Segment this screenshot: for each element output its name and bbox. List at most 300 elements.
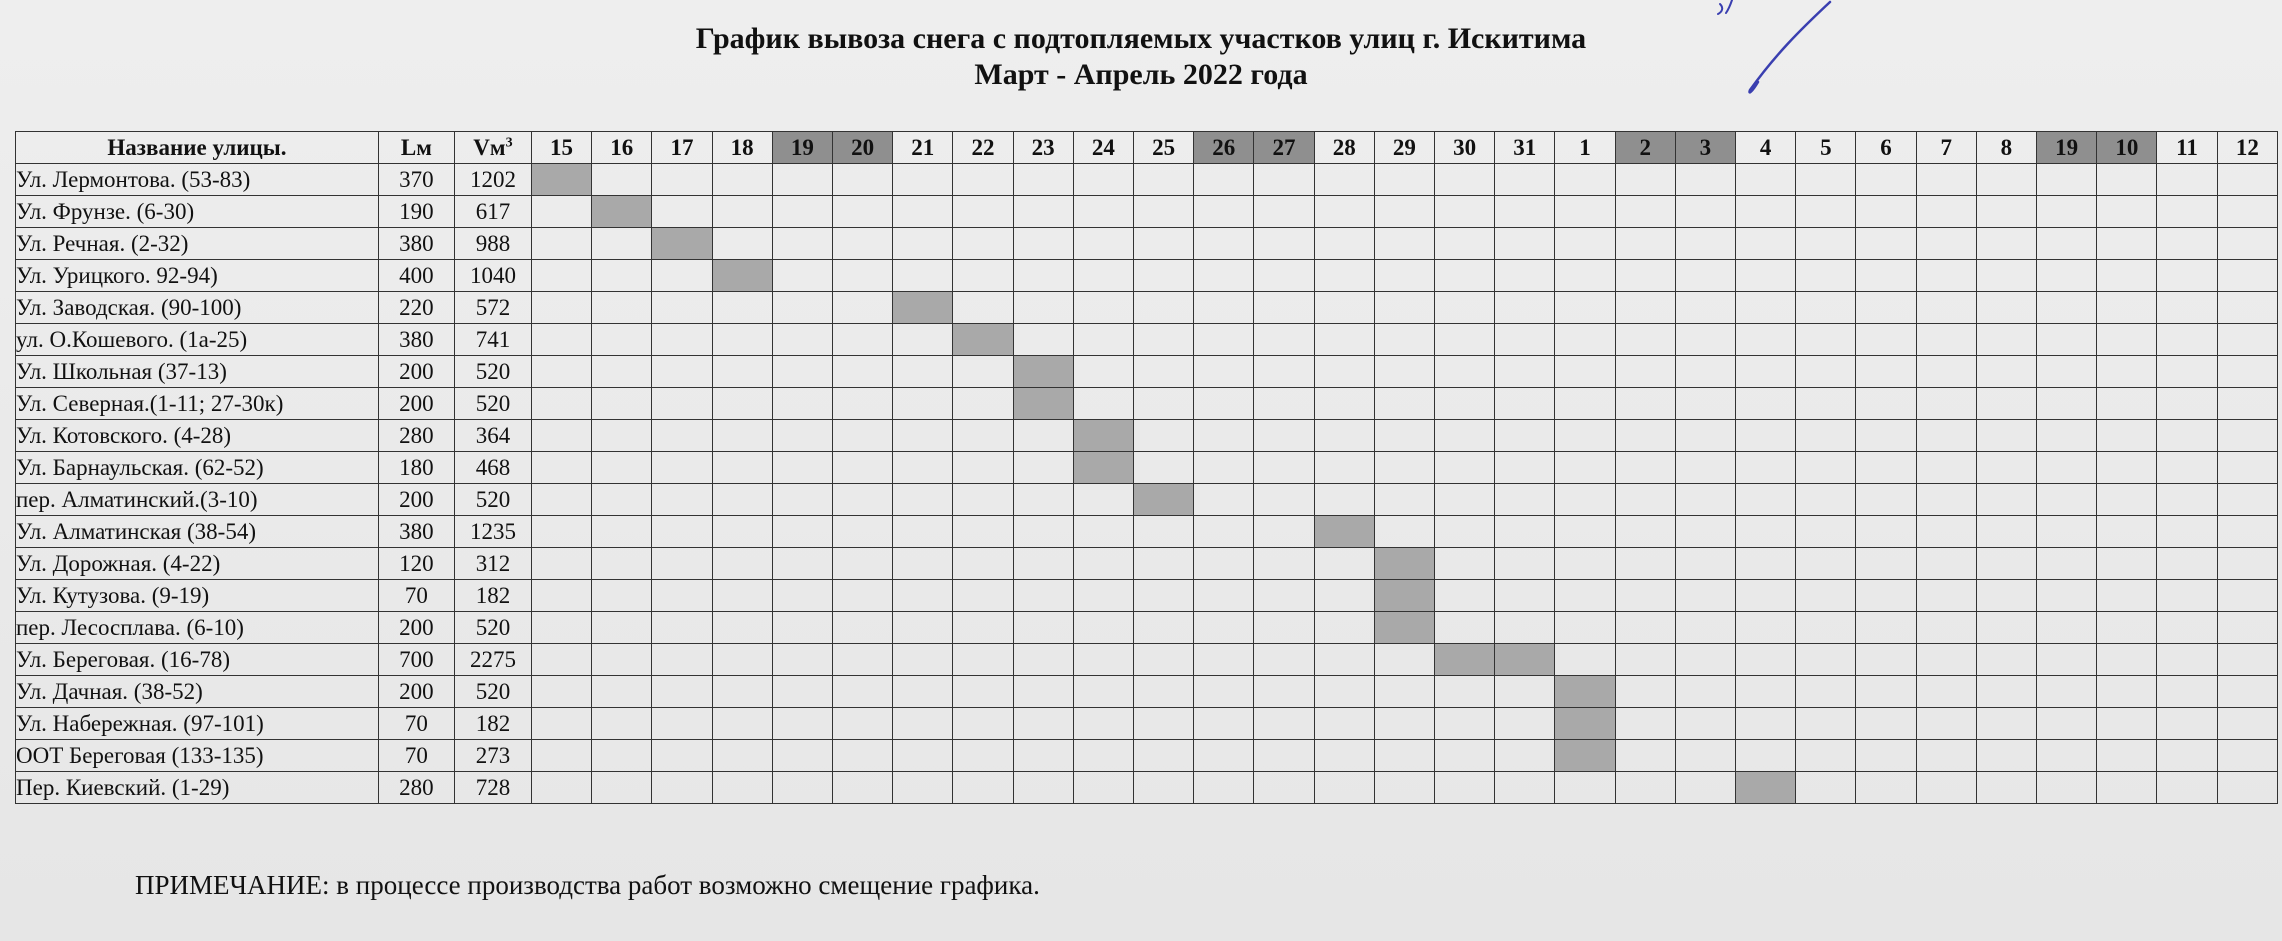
volume-cell: 1040 <box>454 260 531 292</box>
day-cell <box>712 548 772 580</box>
day-cell <box>2037 612 2097 644</box>
day-cell <box>652 772 712 804</box>
day-cell <box>1796 228 1856 260</box>
table-row <box>16 676 2278 708</box>
day-cell <box>652 612 712 644</box>
day-cell <box>1856 580 1916 612</box>
day-cell <box>592 612 652 644</box>
day-cell <box>531 196 591 228</box>
day-cell <box>1013 580 1073 612</box>
day-cell <box>772 548 832 580</box>
day-cell <box>1435 420 1495 452</box>
day-cell <box>2037 292 2097 324</box>
day-cell <box>1495 580 1555 612</box>
day-cell <box>2037 388 2097 420</box>
day-cell <box>531 260 591 292</box>
day-cell <box>712 612 772 644</box>
scheduled-day-cell <box>531 164 591 196</box>
day-cell <box>592 420 652 452</box>
table-row <box>16 292 2278 324</box>
day-cell <box>2097 324 2157 356</box>
street-name-cell: Ул. Северная.(1-11; 27-30к) <box>16 388 379 420</box>
street-name-cell: пер. Лесосплава. (6-10) <box>16 612 379 644</box>
day-cell <box>893 356 953 388</box>
day-cell <box>772 196 832 228</box>
day-cell <box>1615 612 1675 644</box>
day-cell <box>1796 740 1856 772</box>
day-cell <box>772 676 832 708</box>
day-cell <box>772 612 832 644</box>
day-cell <box>1194 164 1254 196</box>
length-cell: 700 <box>378 644 454 676</box>
header-day: 10 <box>2097 132 2157 164</box>
day-cell <box>832 228 892 260</box>
day-cell <box>1615 388 1675 420</box>
day-cell <box>2097 516 2157 548</box>
day-cell <box>1013 740 1073 772</box>
day-cell <box>1615 452 1675 484</box>
day-cell <box>531 452 591 484</box>
volume-cell: 520 <box>454 356 531 388</box>
day-cell <box>1916 228 1976 260</box>
street-name-cell: Ул. Дачная. (38-52) <box>16 676 379 708</box>
day-cell <box>1555 772 1615 804</box>
street-name-cell: Ул. Котовского. (4-28) <box>16 420 379 452</box>
day-cell <box>893 420 953 452</box>
day-cell <box>1314 324 1374 356</box>
street-name-cell: Ул. Кутузова. (9-19) <box>16 580 379 612</box>
day-cell <box>1736 292 1796 324</box>
volume-cell: 988 <box>454 228 531 260</box>
table-row <box>16 228 2278 260</box>
day-cell <box>1796 292 1856 324</box>
day-cell <box>712 228 772 260</box>
day-cell <box>1194 228 1254 260</box>
scheduled-day-cell <box>1435 644 1495 676</box>
day-cell <box>893 324 953 356</box>
header-day: 21 <box>893 132 953 164</box>
day-cell <box>832 324 892 356</box>
day-cell <box>1976 228 2036 260</box>
day-cell <box>832 452 892 484</box>
day-cell <box>1254 580 1314 612</box>
volume-cell: 364 <box>454 420 531 452</box>
table-row <box>16 484 2278 516</box>
day-cell <box>531 676 591 708</box>
day-cell <box>712 708 772 740</box>
day-cell <box>2097 772 2157 804</box>
day-cell <box>1976 676 2036 708</box>
table-row <box>16 612 2278 644</box>
day-cell <box>1254 196 1314 228</box>
day-cell <box>1495 388 1555 420</box>
day-cell <box>1133 196 1193 228</box>
day-cell <box>2037 484 2097 516</box>
day-cell <box>1194 644 1254 676</box>
day-cell <box>772 324 832 356</box>
day-cell <box>652 452 712 484</box>
day-cell <box>1374 740 1434 772</box>
day-cell <box>832 708 892 740</box>
day-cell <box>1555 484 1615 516</box>
day-cell <box>1073 676 1133 708</box>
volume-cell: 520 <box>454 388 531 420</box>
day-cell <box>1976 612 2036 644</box>
day-cell <box>1856 484 1916 516</box>
day-cell <box>1073 612 1133 644</box>
day-cell <box>772 580 832 612</box>
day-cell <box>1435 612 1495 644</box>
day-cell <box>772 292 832 324</box>
day-cell <box>1073 228 1133 260</box>
street-name-cell: Ул. Набережная. (97-101) <box>16 708 379 740</box>
day-cell <box>953 612 1013 644</box>
day-cell <box>1013 228 1073 260</box>
day-cell <box>2217 260 2277 292</box>
day-cell <box>1976 484 2036 516</box>
day-cell <box>652 164 712 196</box>
day-cell <box>1736 612 1796 644</box>
day-cell <box>2217 228 2277 260</box>
day-cell <box>1013 260 1073 292</box>
day-cell <box>1374 708 1434 740</box>
length-cell: 380 <box>378 324 454 356</box>
header-volume-sup: 3 <box>505 134 513 150</box>
street-name-cell: Ул. Береговая. (16-78) <box>16 644 379 676</box>
day-cell <box>1615 580 1675 612</box>
day-cell <box>712 388 772 420</box>
day-cell <box>712 292 772 324</box>
length-cell: 280 <box>378 772 454 804</box>
header-day: 29 <box>1374 132 1434 164</box>
day-cell <box>592 388 652 420</box>
day-cell <box>1976 324 2036 356</box>
day-cell <box>1435 356 1495 388</box>
day-cell <box>1555 452 1615 484</box>
day-cell <box>1796 196 1856 228</box>
day-cell <box>1495 420 1555 452</box>
header-day: 12 <box>2217 132 2277 164</box>
day-cell <box>1013 548 1073 580</box>
header-day: 31 <box>1495 132 1555 164</box>
volume-cell: 520 <box>454 676 531 708</box>
day-cell <box>1314 708 1374 740</box>
header-volume <box>454 132 531 164</box>
day-cell <box>1675 516 1735 548</box>
day-cell <box>531 580 591 612</box>
day-cell <box>1374 324 1434 356</box>
day-cell <box>1194 260 1254 292</box>
street-name-cell: Ул. Заводская. (90-100) <box>16 292 379 324</box>
day-cell <box>1495 196 1555 228</box>
day-cell <box>1194 612 1254 644</box>
day-cell <box>772 484 832 516</box>
day-cell <box>1194 580 1254 612</box>
day-cell <box>1856 548 1916 580</box>
day-cell <box>592 772 652 804</box>
day-cell <box>1675 740 1735 772</box>
table-row <box>16 324 2278 356</box>
day-cell <box>1916 292 1976 324</box>
day-cell <box>2217 356 2277 388</box>
day-cell <box>2097 484 2157 516</box>
street-name-cell: пер. Алматинский.(3-10) <box>16 484 379 516</box>
day-cell <box>592 740 652 772</box>
day-cell <box>592 516 652 548</box>
day-cell <box>1314 484 1374 516</box>
day-cell <box>953 580 1013 612</box>
day-cell <box>652 676 712 708</box>
day-cell <box>1254 612 1314 644</box>
day-cell <box>1495 548 1555 580</box>
day-cell <box>893 196 953 228</box>
day-cell <box>1435 516 1495 548</box>
day-cell <box>1916 388 1976 420</box>
day-cell <box>1495 324 1555 356</box>
day-cell <box>1916 644 1976 676</box>
scheduled-day-cell <box>1374 548 1434 580</box>
volume-cell: 182 <box>454 708 531 740</box>
day-cell <box>832 260 892 292</box>
scheduled-day-cell <box>1374 580 1434 612</box>
day-cell <box>1675 164 1735 196</box>
day-cell <box>531 548 591 580</box>
day-cell <box>772 772 832 804</box>
length-cell: 200 <box>378 612 454 644</box>
day-cell <box>1495 164 1555 196</box>
street-name-cell: Ул. Урицкого. 92-94) <box>16 260 379 292</box>
day-cell <box>1675 292 1735 324</box>
day-cell <box>772 356 832 388</box>
day-cell <box>1856 740 1916 772</box>
day-cell <box>893 772 953 804</box>
day-cell <box>1916 356 1976 388</box>
day-cell <box>2037 196 2097 228</box>
day-cell <box>1916 164 1976 196</box>
day-cell <box>2217 644 2277 676</box>
day-cell <box>1675 260 1735 292</box>
day-cell <box>1194 676 1254 708</box>
day-cell <box>1495 452 1555 484</box>
day-cell <box>2217 452 2277 484</box>
day-cell <box>1976 516 2036 548</box>
day-cell <box>832 676 892 708</box>
volume-cell: 617 <box>454 196 531 228</box>
day-cell <box>2097 676 2157 708</box>
day-cell <box>1314 356 1374 388</box>
day-cell <box>1254 260 1314 292</box>
day-cell <box>1435 260 1495 292</box>
day-cell <box>1374 356 1434 388</box>
day-cell <box>1555 260 1615 292</box>
day-cell <box>1374 420 1434 452</box>
day-cell <box>1675 452 1735 484</box>
day-cell <box>1374 292 1434 324</box>
day-cell <box>2037 580 2097 612</box>
header-day: 19 <box>2037 132 2097 164</box>
day-cell <box>2157 388 2217 420</box>
street-name-cell: Ул. Речная. (2-32) <box>16 228 379 260</box>
day-cell <box>2217 772 2277 804</box>
day-cell <box>1555 196 1615 228</box>
day-cell <box>1254 420 1314 452</box>
day-cell <box>2217 676 2277 708</box>
day-cell <box>1976 644 2036 676</box>
day-cell <box>1254 740 1314 772</box>
day-cell <box>1736 452 1796 484</box>
scheduled-day-cell <box>953 324 1013 356</box>
table-header-row <box>16 132 2278 164</box>
day-cell <box>1073 260 1133 292</box>
header-street-name: Название улицы. <box>16 132 379 164</box>
day-cell <box>2217 580 2277 612</box>
day-cell <box>1435 164 1495 196</box>
day-cell <box>1194 196 1254 228</box>
day-cell <box>652 580 712 612</box>
day-cell <box>1675 644 1735 676</box>
day-cell <box>1013 324 1073 356</box>
day-cell <box>712 772 772 804</box>
day-cell <box>1133 452 1193 484</box>
volume-cell: 273 <box>454 740 531 772</box>
length-cell: 280 <box>378 420 454 452</box>
day-cell <box>712 324 772 356</box>
day-cell <box>1916 708 1976 740</box>
day-cell <box>1856 676 1916 708</box>
day-cell <box>2037 516 2097 548</box>
day-cell <box>2097 580 2157 612</box>
day-cell <box>1796 484 1856 516</box>
header-day: 22 <box>953 132 1013 164</box>
day-cell <box>531 644 591 676</box>
day-cell <box>1796 580 1856 612</box>
length-cell: 380 <box>378 228 454 260</box>
day-cell <box>1013 292 1073 324</box>
day-cell <box>1555 356 1615 388</box>
day-cell <box>2037 548 2097 580</box>
day-cell <box>1013 676 1073 708</box>
day-cell <box>1194 484 1254 516</box>
day-cell <box>592 644 652 676</box>
day-cell <box>953 452 1013 484</box>
day-cell <box>2097 260 2157 292</box>
day-cell <box>2097 612 2157 644</box>
day-cell <box>953 548 1013 580</box>
day-cell <box>712 452 772 484</box>
day-cell <box>1675 612 1735 644</box>
day-cell <box>2157 260 2217 292</box>
day-cell <box>1194 452 1254 484</box>
day-cell <box>1736 196 1796 228</box>
day-cell <box>1615 324 1675 356</box>
day-cell <box>1013 196 1073 228</box>
day-cell <box>2157 196 2217 228</box>
day-cell <box>531 228 591 260</box>
day-cell <box>1254 356 1314 388</box>
day-cell <box>1856 228 1916 260</box>
day-cell <box>772 644 832 676</box>
day-cell <box>832 388 892 420</box>
day-cell <box>1495 740 1555 772</box>
day-cell <box>652 356 712 388</box>
volume-cell: 1235 <box>454 516 531 548</box>
day-cell <box>1856 452 1916 484</box>
day-cell <box>1796 260 1856 292</box>
header-day: 7 <box>1916 132 1976 164</box>
day-cell <box>953 740 1013 772</box>
day-cell <box>2157 452 2217 484</box>
day-cell <box>953 260 1013 292</box>
day-cell <box>1615 740 1675 772</box>
day-cell <box>832 484 892 516</box>
day-cell <box>1133 548 1193 580</box>
day-cell <box>1254 164 1314 196</box>
day-cell <box>531 356 591 388</box>
street-name-cell: Ул. Барнаульская. (62-52) <box>16 452 379 484</box>
day-cell <box>1796 772 1856 804</box>
day-cell <box>772 516 832 548</box>
day-cell <box>1133 388 1193 420</box>
day-cell <box>832 772 892 804</box>
header-day: 26 <box>1194 132 1254 164</box>
day-cell <box>2037 740 2097 772</box>
day-cell <box>1073 484 1133 516</box>
day-cell <box>1555 580 1615 612</box>
day-cell <box>1796 452 1856 484</box>
day-cell <box>1856 292 1916 324</box>
day-cell <box>1615 772 1675 804</box>
table-row <box>16 740 2278 772</box>
scheduled-day-cell <box>1555 708 1615 740</box>
day-cell <box>1796 356 1856 388</box>
header-day: 5 <box>1796 132 1856 164</box>
document-title: График вывоза снега с подтопляемых участков улиц г. Искитима <box>695 22 1587 55</box>
day-cell <box>1013 612 1073 644</box>
day-cell <box>2157 292 2217 324</box>
day-cell <box>1013 644 1073 676</box>
day-cell <box>1796 548 1856 580</box>
day-cell <box>1615 356 1675 388</box>
day-cell <box>2157 580 2217 612</box>
header-day: 3 <box>1675 132 1735 164</box>
day-cell <box>1916 548 1976 580</box>
day-cell <box>1314 676 1374 708</box>
length-cell: 120 <box>378 548 454 580</box>
day-cell <box>1495 676 1555 708</box>
day-cell <box>1073 740 1133 772</box>
day-cell <box>953 420 1013 452</box>
day-cell <box>1314 612 1374 644</box>
length-cell: 400 <box>378 260 454 292</box>
day-cell <box>1615 484 1675 516</box>
day-cell <box>652 740 712 772</box>
length-cell: 370 <box>378 164 454 196</box>
day-cell <box>592 548 652 580</box>
day-cell <box>652 548 712 580</box>
day-cell <box>1254 772 1314 804</box>
day-cell <box>2037 324 2097 356</box>
header-day: 6 <box>1856 132 1916 164</box>
street-name-cell: Ул. Лермонтова. (53-83) <box>16 164 379 196</box>
table-row <box>16 388 2278 420</box>
day-cell <box>953 516 1013 548</box>
day-cell <box>1736 516 1796 548</box>
day-cell <box>893 516 953 548</box>
day-cell <box>893 164 953 196</box>
day-cell <box>1615 164 1675 196</box>
day-cell <box>712 676 772 708</box>
day-cell <box>2037 708 2097 740</box>
